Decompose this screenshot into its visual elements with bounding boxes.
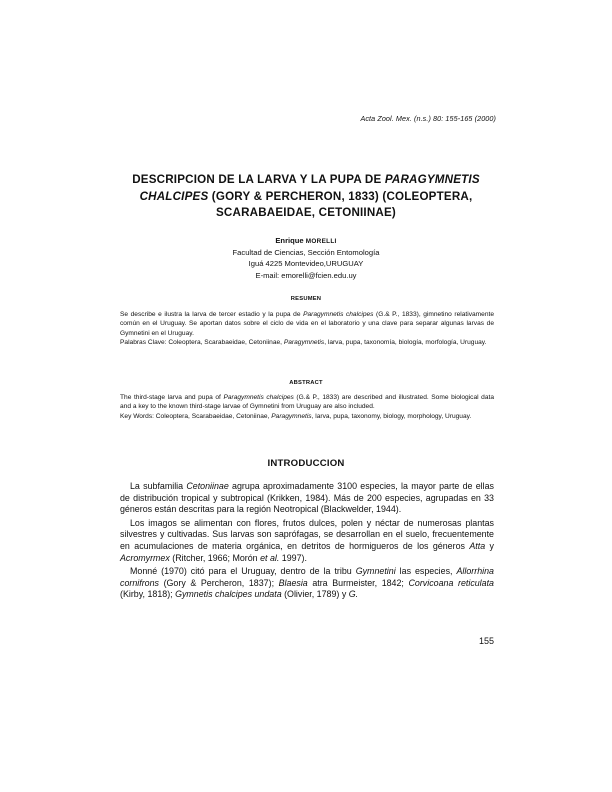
article-title [120, 172, 492, 222]
intro-paragraph-3: Monné (1970) citó para el Uruguay, dentro de la tribu Gymnetini las especies, Allorrhina cornifrons (Gory & Percheron, 1837); Blaesia atra Burmeister, 1842; Corvicoana reticulata (Kirby, 1818); Gymnetis chalcipes undata (Olivier, 1789) y G. [120, 566, 494, 600]
author-address: Iguá 4225 Montevideo,URUGUAY [248, 259, 364, 269]
introduction-body [120, 481, 494, 601]
page-number: 155 [478, 636, 494, 646]
introduction-heading: INTRODUCCION [267, 458, 345, 469]
intro-paragraph-2: Los imagos se alimentan con flores, frutos dulces, polen y néctar de numerosas plantas silvestres y cultivadas. Sus larvas son saprófagas, se desarrollan en el suelo, frecuentemente en acumulaciones de materia orgánica, en detritos de hormigueros de los géneros Atta y Acromyrmex (Ritcher, 1966; Morón et al. 1997). [120, 517, 494, 563]
resumen-text: Se describe e ilustra la larva de tercer estadio y la pupa de Paragymnetis chalcipes (G.& P., 1833), gimnetino relativamente común en el Uruguay. Se aportan datos sobre el ciclo de vida en el laboratorio y una clave para separar algunas larvas de Gymnetini en el Uruguay. Palabras Clave: Coleoptera, Scarabaeidae, Cetoniinae, Paragymnetis, larva, pupa, taxonomía, biología, morfología, Uruguay. [120, 311, 494, 347]
title-line-1: DESCRIPCION DE LA LARVA Y LA PUPA DE PARAGYMNETIS [132, 173, 480, 186]
abstract-heading: ABSTRACT [289, 380, 323, 386]
author-affiliation: Facultad de Ciencias, Sección Entomología [232, 248, 380, 258]
resumen-keywords: Palabras Clave: Coleoptera, Scarabaeidae, Cetoniinae, Paragymnetis, larva, pupa, taxonomía, biología, morfología, Uruguay. [120, 339, 487, 347]
author-name: Enrique MORELLI [275, 236, 337, 245]
abstract-keywords: Key Words: Coleoptera, Scarabaeidae, Cetoniinae, Paragymnetis, larva, pupa, taxonomy, biology, morphology, Uruguay. [120, 412, 472, 420]
author-block [160, 235, 452, 281]
abstract-text: The third-stage larva and pupa of Paragymnetis chalcipes (G.& P., 1833) are described and illustrated. Some biological data and a key to the known third-stage larvae of Gymnetini from Uruguay are also included. Key Words: Coleoptera, Scarabaeidae, Cetoniinae, Paragymnetis, larva, pupa, taxonomy, biology, morphology, Uruguay. [120, 394, 494, 420]
journal-citation: Acta Zool. Mex. (n.s.) 80: 155-165 (2000) [360, 114, 496, 123]
title-line-3: SCARABAEIDAE, CETONIINAE) [216, 206, 396, 219]
intro-paragraph-1: La subfamilia Cetoniinae agrupa aproximadamente 3100 especies, la mayor parte de ellas de distribución tropical y subtropical (Krikken, 1984). Más de 200 especies, agrupadas en 33 géneros están descritas para la región Neotropical (Blackwelder, 1944). [120, 481, 494, 515]
author-email: E-mail: emorelli@fcien.edu.uy [255, 270, 357, 280]
resumen-heading: RESUMEN [290, 296, 322, 302]
title-line-2: CHALCIPES (GORY & PERCHERON, 1833) (COLEOPTERA, [139, 189, 473, 203]
